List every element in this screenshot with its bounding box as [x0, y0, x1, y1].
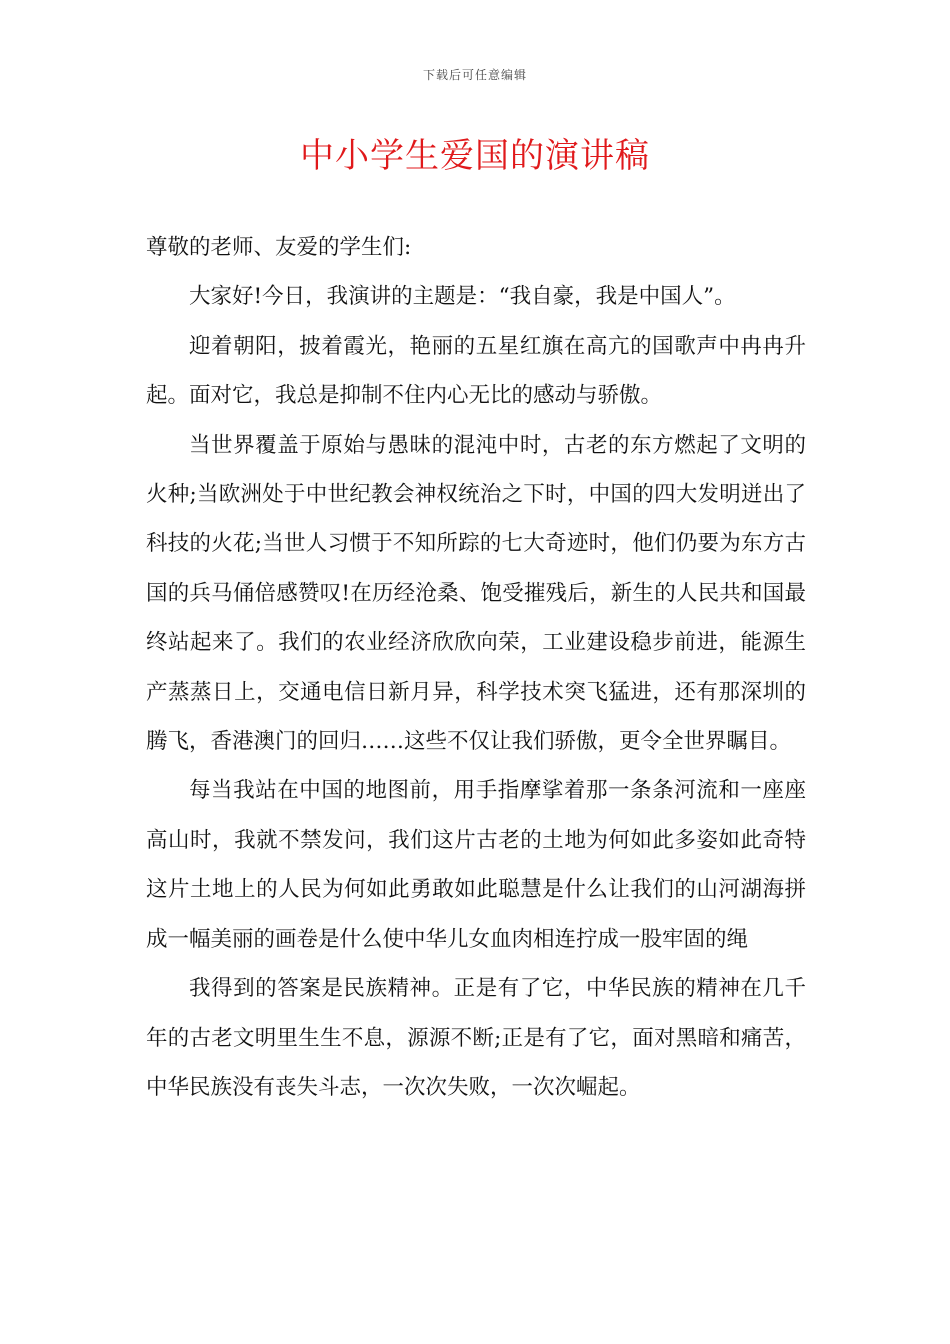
- header-note: 下载后可任意编辑: [422, 68, 527, 82]
- paragraph-5: 我得到的答案是民族精神。正是有了它，中华民族的精神在几千年的古老文明里生生不息，源源不断;正是有了它，面对黑暗和痛苦，中华民族没有丧失斗志，一次次失败，一次次崛起。: [146, 976, 806, 1100]
- speech-body: [146, 223, 806, 1112]
- paragraph-2: 迎着朝阳，披着霞光，艳丽的五星红旗在高亢的国歌声中冉冉升起。面对它，我总是抑制不住内心无比的感动与骄傲。: [146, 333, 806, 409]
- salutation: 尊敬的老师、友爱的学生们:: [146, 235, 412, 260]
- paragraph-4: 每当我站在中国的地图前，用手指摩挲着那一条条河流和一座座高山时，我就不禁发问，我们这片古老的土地为何如此多姿如此奇特这片土地上的人民为何如此勇敢如此聪慧是什么让我们的山河湖海拼成一幅美丽的画卷是什么使中华儿女血肉相连拧成一股牢固的绳: [146, 778, 806, 952]
- paragraph-3: 当世界覆盖于原始与愚昧的混沌中时，古老的东方燃起了文明的火种;当欧洲处于中世纪教会神权统治之下时，中国的四大发明迸出了科技的火花;当世人习惯于不知所踪的七大奇迹时，他们仍要为东方古国的兵马俑倍感赞叹!在历经沧桑、饱受摧残后，新生的人民共和国最终站起来了。我们的农业经济欣欣向荣，工业建设稳步前进，能源生产蒸蒸日上，交通电信日新月异，科学技术突飞猛进，还有那深圳的腾飞，香港澳门的回归……这些不仅让我们骄傲，更令全世界瞩目。: [146, 432, 806, 755]
- page-title: 中小学生爱国的演讲稿: [300, 136, 650, 176]
- paragraph-1: 大家好!今日，我演讲的主题是：“我自豪，我是中国人”。: [189, 284, 736, 310]
